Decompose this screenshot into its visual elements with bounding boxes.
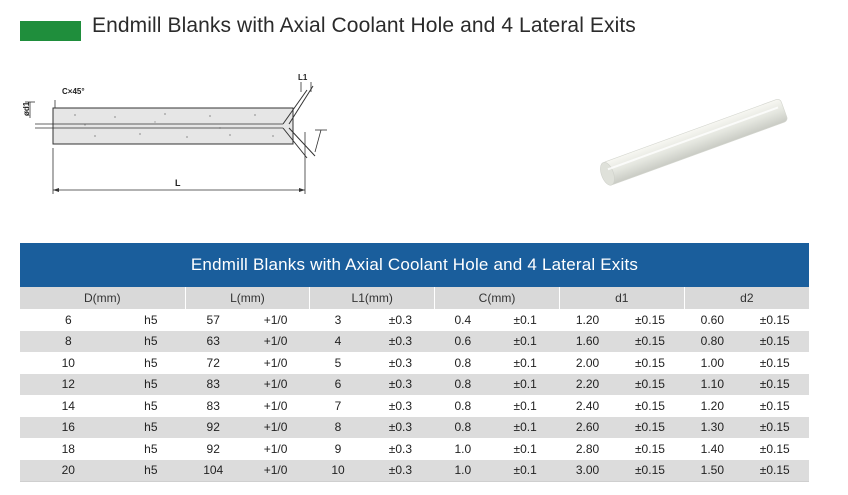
table-cell: ±0.15 xyxy=(741,331,809,353)
table-cell: ±0.15 xyxy=(741,438,809,460)
table-cell: 8 xyxy=(310,417,366,439)
table-cell: 1.60 xyxy=(559,331,615,353)
table-cell: h5 xyxy=(117,395,185,417)
table-cell: 2.40 xyxy=(559,395,615,417)
table-cell: 83 xyxy=(185,395,241,417)
table-cell: 4 xyxy=(310,331,366,353)
table-cell: ±0.15 xyxy=(616,352,684,374)
table-cell: 2.60 xyxy=(559,417,615,439)
table-cell: 0.8 xyxy=(435,395,491,417)
table-cell: 3 xyxy=(310,309,366,331)
table-cell: ±0.1 xyxy=(491,395,559,417)
table-row xyxy=(20,417,809,439)
table-cell: ±0.15 xyxy=(741,460,809,482)
header-d2: d2 xyxy=(684,287,809,309)
table-cell: 1.0 xyxy=(435,438,491,460)
table-cell: 18 xyxy=(20,438,117,460)
table-cell: 1.30 xyxy=(684,417,740,439)
table-cell: ±0.15 xyxy=(616,460,684,482)
table-cell: 83 xyxy=(185,374,241,396)
table-title-banner: Endmill Blanks with Axial Coolant Hole and 4 Lateral Exits xyxy=(20,243,809,287)
table-cell: 2.80 xyxy=(559,438,615,460)
table-cell: ±0.1 xyxy=(491,460,559,482)
table-cell: +1/0 xyxy=(241,374,309,396)
table-cell: ±0.15 xyxy=(741,395,809,417)
table-cell: h5 xyxy=(117,438,185,460)
table-cell: ±0.15 xyxy=(616,374,684,396)
table-cell: ±0.3 xyxy=(366,417,434,439)
table-row xyxy=(20,395,809,417)
table-cell: 1.40 xyxy=(684,438,740,460)
table-cell: 0.60 xyxy=(684,309,740,331)
label-L1: L1 xyxy=(298,73,308,82)
table-cell: h5 xyxy=(117,352,185,374)
table-cell: 3.00 xyxy=(559,460,615,482)
table-cell: ±0.3 xyxy=(366,331,434,353)
table-cell: ±0.1 xyxy=(491,331,559,353)
table-row xyxy=(20,331,809,353)
table-cell: h5 xyxy=(117,374,185,396)
table-cell: 14 xyxy=(20,395,117,417)
table-cell: 57 xyxy=(185,309,241,331)
header-accent-bar xyxy=(20,21,81,41)
table-cell: ±0.15 xyxy=(616,438,684,460)
endmill-blank-photo xyxy=(580,95,805,190)
table-cell: +1/0 xyxy=(241,460,309,482)
table-cell: ±0.3 xyxy=(366,460,434,482)
table-cell: 1.20 xyxy=(559,309,615,331)
header-l: L(mm) xyxy=(185,287,310,309)
table-cell: 0.4 xyxy=(435,309,491,331)
table-row xyxy=(20,460,809,482)
table-cell: 8 xyxy=(20,331,117,353)
table-cell: 1.10 xyxy=(684,374,740,396)
table-cell: ±0.15 xyxy=(741,352,809,374)
table-cell: ±0.15 xyxy=(616,417,684,439)
table-cell: 0.6 xyxy=(435,331,491,353)
table-cell: ±0.15 xyxy=(616,309,684,331)
table-cell: ±0.15 xyxy=(616,331,684,353)
table-cell: 6 xyxy=(310,374,366,396)
lateral-exit xyxy=(283,90,307,124)
table-row xyxy=(20,438,809,460)
table-cell: ±0.3 xyxy=(366,374,434,396)
table-cell: h5 xyxy=(117,460,185,482)
table-cell: +1/0 xyxy=(241,352,309,374)
blank-body xyxy=(53,108,293,144)
spec-table-section xyxy=(20,243,809,482)
table-cell: 92 xyxy=(185,438,241,460)
page-title: Endmill Blanks with Axial Coolant Hole and 4 Lateral Exits xyxy=(92,14,636,37)
table-cell: ±0.1 xyxy=(491,417,559,439)
table-cell: 104 xyxy=(185,460,241,482)
table-cell: 1.0 xyxy=(435,460,491,482)
table-cell: +1/0 xyxy=(241,331,309,353)
table-cell: 12 xyxy=(20,374,117,396)
table-cell: 5 xyxy=(310,352,366,374)
table-cell: h5 xyxy=(117,331,185,353)
table-cell: 92 xyxy=(185,417,241,439)
header-d: D(mm) xyxy=(20,287,185,309)
table-cell: ±0.15 xyxy=(741,417,809,439)
label-L: L xyxy=(175,178,181,188)
table-cell: +1/0 xyxy=(241,395,309,417)
table-cell: 0.8 xyxy=(435,352,491,374)
spec-table xyxy=(20,287,809,482)
table-cell: ±0.15 xyxy=(741,309,809,331)
table-cell: 2.00 xyxy=(559,352,615,374)
table-cell: 0.8 xyxy=(435,374,491,396)
table-cell: 1.20 xyxy=(684,395,740,417)
label-chamfer: C×45° xyxy=(62,87,85,96)
table-cell: 1.50 xyxy=(684,460,740,482)
table-cell: ±0.3 xyxy=(366,395,434,417)
table-cell: 10 xyxy=(310,460,366,482)
table-cell: 20 xyxy=(20,460,117,482)
rod-body xyxy=(601,98,788,186)
header-c: C(mm) xyxy=(435,287,560,309)
table-cell: +1/0 xyxy=(241,309,309,331)
table-cell: h5 xyxy=(117,309,185,331)
table-cell: 72 xyxy=(185,352,241,374)
table-cell: 6 xyxy=(20,309,117,331)
table-cell: ±0.3 xyxy=(366,352,434,374)
header-l1: L1(mm) xyxy=(310,287,435,309)
table-cell: ±0.3 xyxy=(366,309,434,331)
table-row xyxy=(20,309,809,331)
table-row xyxy=(20,374,809,396)
table-header-row xyxy=(20,287,809,309)
table-row xyxy=(20,352,809,374)
table-cell: ±0.3 xyxy=(366,438,434,460)
table-cell: ±0.1 xyxy=(491,374,559,396)
table-cell: 7 xyxy=(310,395,366,417)
table-cell: ±0.1 xyxy=(491,438,559,460)
table-cell: 0.8 xyxy=(435,417,491,439)
table-cell: 16 xyxy=(20,417,117,439)
table-cell: +1/0 xyxy=(241,438,309,460)
table-cell: 2.20 xyxy=(559,374,615,396)
table-cell: 63 xyxy=(185,331,241,353)
table-cell: h5 xyxy=(117,417,185,439)
table-cell: ±0.1 xyxy=(491,309,559,331)
technical-drawing xyxy=(15,70,335,200)
table-cell: 0.80 xyxy=(684,331,740,353)
table-cell: ±0.15 xyxy=(741,374,809,396)
table-cell: 10 xyxy=(20,352,117,374)
table-cell: 1.00 xyxy=(684,352,740,374)
table-cell: ±0.1 xyxy=(491,352,559,374)
table-cell: ±0.15 xyxy=(616,395,684,417)
table-cell: 9 xyxy=(310,438,366,460)
label-d1: ød1 xyxy=(22,101,31,116)
header-d1: d1 xyxy=(559,287,684,309)
table-cell: +1/0 xyxy=(241,417,309,439)
